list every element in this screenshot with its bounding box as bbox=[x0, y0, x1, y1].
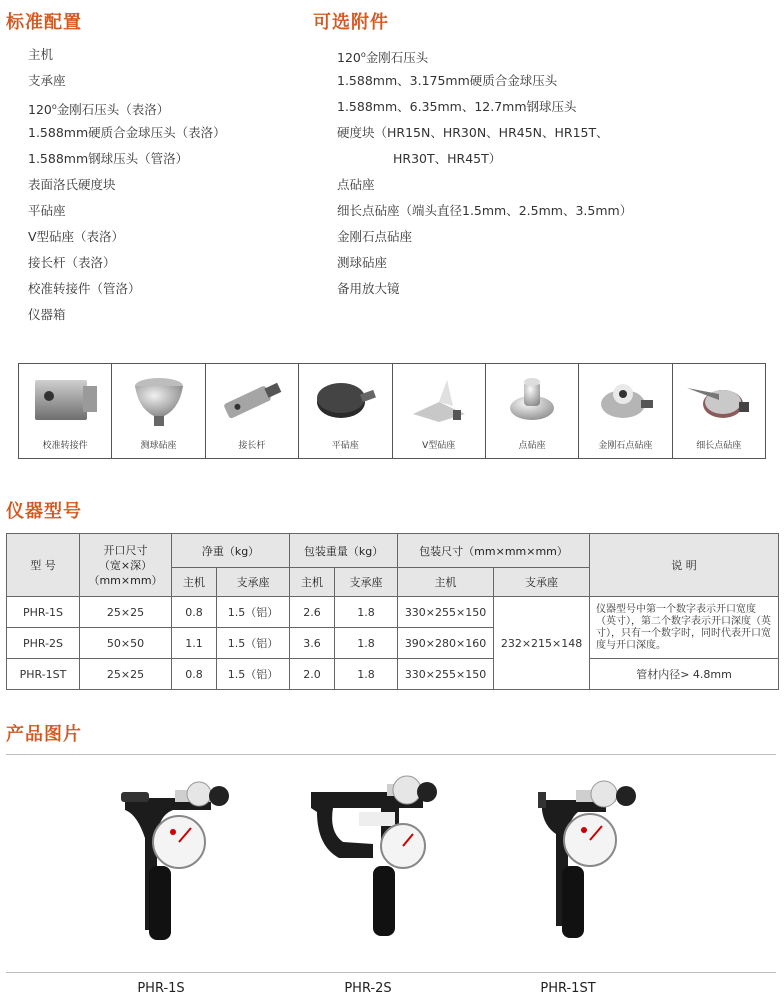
list-item: 备用放大镜 bbox=[337, 281, 400, 296]
v-anvil-image bbox=[399, 372, 479, 428]
cell-net-main: 0.8 bbox=[172, 659, 217, 690]
list-item: 1.588mm硬质合金球压头（表洛） bbox=[28, 125, 226, 140]
list-item: 点砧座 bbox=[337, 177, 375, 192]
list-item: 硬度块（HR15N、HR30N、HR45N、HR15T、 bbox=[337, 125, 609, 140]
accessory-label: 金刚石点砧座 bbox=[598, 441, 653, 451]
list-item: V型砧座（表洛） bbox=[28, 229, 125, 244]
list-item: 细长点砧座（端头直径1.5mm、2.5mm、3.5mm） bbox=[337, 203, 633, 218]
header-model: 型 号 bbox=[7, 534, 80, 597]
header-opening-line1: 开口尺寸 bbox=[103, 543, 148, 557]
accessory-slim-spot-anvil bbox=[673, 364, 765, 458]
list-item: 平砧座 bbox=[28, 203, 66, 218]
list-item-text: 金刚石压头（表洛） bbox=[56, 102, 170, 118]
cell-tube-note: 管材内径> 4.8mm bbox=[590, 659, 779, 690]
list-item bbox=[28, 94, 226, 120]
list-item: 1.588mm钢球压头（管洛） bbox=[28, 151, 189, 166]
cell-pack-main: 3.6 bbox=[290, 628, 335, 659]
accessory-flat-anvil bbox=[299, 364, 392, 458]
cell-pack-main: 2.0 bbox=[290, 659, 335, 690]
list-item: 1.588mm、6.35mm、12.7mm钢球压头 bbox=[337, 99, 577, 114]
list-item: 校准转接件（管洛） bbox=[28, 281, 141, 296]
cell-size-main: 330×255×150 bbox=[398, 659, 494, 690]
table-row bbox=[7, 659, 779, 690]
optional-accessories-title: 可选附件 bbox=[313, 12, 389, 33]
cell-model: PHR-1S bbox=[7, 597, 80, 628]
product-label-phr-1s: PHR-1S bbox=[137, 981, 185, 996]
accessory-ball-anvil bbox=[112, 364, 205, 458]
list-item: 支承座 bbox=[28, 73, 66, 88]
divider bbox=[6, 972, 776, 973]
cell-net-support: 1.5（铝） bbox=[217, 659, 290, 690]
product-label-phr-2s: PHR-2S bbox=[344, 981, 392, 996]
accessory-label: 平砧座 bbox=[331, 441, 359, 451]
list-item: 金刚石点砧座 bbox=[337, 229, 413, 244]
list-item: 1.588mm、3.175mm硬质合金球压头 bbox=[337, 73, 558, 88]
header-support: 支承座 bbox=[494, 568, 590, 597]
header-opening bbox=[80, 534, 172, 597]
products-title: 产品图片 bbox=[6, 724, 82, 745]
header-main: 主机 bbox=[290, 568, 335, 597]
accessory-label: 细长点砧座 bbox=[696, 441, 742, 451]
product-image-phr-1s bbox=[115, 780, 255, 945]
cell-net-main: 1.1 bbox=[172, 628, 217, 659]
header-pack-size: 包装尺寸（mm×mm×mm） bbox=[398, 534, 590, 568]
models-title: 仪器型号 bbox=[6, 501, 82, 522]
accessory-spot-anvil bbox=[486, 364, 579, 458]
cell-opening: 25×25 bbox=[80, 659, 172, 690]
ball-anvil-image bbox=[119, 372, 199, 428]
list-item bbox=[337, 42, 632, 68]
cell-net-main: 0.8 bbox=[172, 597, 217, 628]
cell-model: PHR-2S bbox=[7, 628, 80, 659]
standard-config-list bbox=[28, 42, 226, 328]
header-opening-line2: （宽×深） bbox=[98, 558, 153, 572]
accessory-strip bbox=[18, 363, 766, 459]
spot-anvil-image bbox=[492, 372, 572, 428]
optional-accessories-list bbox=[337, 42, 632, 302]
standard-config-title: 标准配置 bbox=[6, 12, 82, 33]
accessory-label: V型砧座 bbox=[422, 441, 456, 451]
list-item-text: 金刚石压头 bbox=[365, 50, 429, 66]
header-notes: 说 明 bbox=[590, 534, 779, 597]
list-item: HR30T、HR45T） bbox=[393, 151, 502, 166]
accessory-label: 接长杆 bbox=[238, 441, 266, 451]
extension-rod-image bbox=[212, 372, 292, 428]
list-item: 表面洛氏硬度块 bbox=[28, 177, 116, 192]
header-pack-weight: 包装重量（kg） bbox=[290, 534, 398, 568]
header-main: 主机 bbox=[172, 568, 217, 597]
flat-anvil-image bbox=[305, 372, 385, 428]
list-item: 测球砧座 bbox=[337, 255, 388, 270]
accessory-label: 校准转接件 bbox=[42, 441, 88, 451]
list-item: 主机 bbox=[28, 47, 54, 62]
product-image-phr-1st bbox=[520, 776, 660, 946]
accessory-v-anvil bbox=[393, 364, 486, 458]
degree-sign: o bbox=[360, 50, 366, 59]
degree-value: 120 bbox=[28, 102, 52, 118]
cell-size-main: 330×255×150 bbox=[398, 597, 494, 628]
cell-net-support: 1.5（铝） bbox=[217, 628, 290, 659]
header-net-weight: 净重（kg） bbox=[172, 534, 290, 568]
header-opening-line3: （mm×mm） bbox=[88, 573, 163, 587]
list-item: 接长杆（表洛） bbox=[28, 255, 116, 270]
accessory-label: 测球砧座 bbox=[140, 441, 177, 451]
accessory-extension-rod bbox=[206, 364, 299, 458]
accessory-label: 点砧座 bbox=[518, 441, 546, 451]
header-support: 支承座 bbox=[217, 568, 290, 597]
header-main: 主机 bbox=[398, 568, 494, 597]
accessory-calibration-adapter bbox=[19, 364, 112, 458]
table-row bbox=[7, 597, 779, 628]
diamond-spot-anvil-image bbox=[585, 372, 665, 428]
cell-pack-main: 2.6 bbox=[290, 597, 335, 628]
cell-opening: 25×25 bbox=[80, 597, 172, 628]
cell-opening: 50×50 bbox=[80, 628, 172, 659]
cell-size-main: 390×280×160 bbox=[398, 628, 494, 659]
slim-spot-anvil-image bbox=[679, 372, 759, 428]
model-spec-table bbox=[6, 533, 779, 690]
list-item: 仪器箱 bbox=[28, 307, 66, 322]
cell-model: PHR-1ST bbox=[7, 659, 80, 690]
calibration-adapter-image bbox=[25, 372, 105, 424]
cell-net-support: 1.5（铝） bbox=[217, 597, 290, 628]
header-support: 支承座 bbox=[335, 568, 398, 597]
cell-size-support: 232×215×148 bbox=[494, 597, 590, 690]
degree-sign: o bbox=[51, 102, 57, 111]
degree-value: 120 bbox=[337, 50, 361, 66]
divider bbox=[6, 754, 776, 755]
cell-note: 仪器型号中第一个数字表示开口宽度（英寸），第二个数字表示开口深度（英寸），只有一个数字时，同时代表开口宽度与开口深度。 bbox=[590, 597, 779, 659]
cell-pack-support: 1.8 bbox=[335, 659, 398, 690]
product-image-phr-2s bbox=[303, 772, 453, 942]
accessory-diamond-spot-anvil bbox=[579, 364, 672, 458]
cell-pack-support: 1.8 bbox=[335, 597, 398, 628]
product-label-phr-1st: PHR-1ST bbox=[540, 981, 596, 996]
cell-pack-support: 1.8 bbox=[335, 628, 398, 659]
